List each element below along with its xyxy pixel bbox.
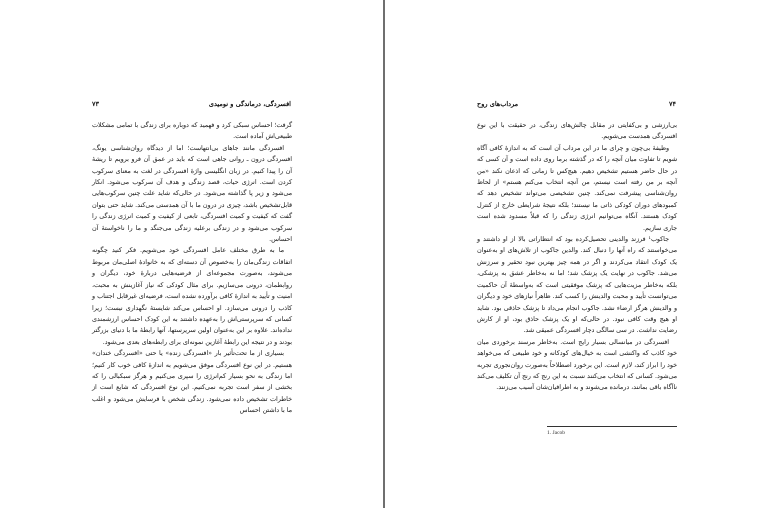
right-running-title: مرداب‌های روح [477, 100, 519, 108]
paragraph: جاکوب¹ فرزند والدینی تحصیل‌کرده بود که انتظاراتی بالا از او داشتند و می‌خواستند که راه آنها را دنبال کند. والدین جاکوب از تلاش‌های او به‌عنوان یک کودک انتقاد می‌کردند و اگر در همه چیز بهترین نبود تحقیر و سرزنش می‌شد. جاکوب در نهایت یک پزشک شد؛ اما نه به‌خاطر عشق به پزشکی، بلکه به‌خاطر مزیت‌هایی که پزشک موفقیتی است که به‌واسطهٔ آن حاکمیت می‌توانست تأیید و محبت والدینش را کسب کند. ظاهراً نیازهای خود و دیگران و والدینش هرگز ارضاء نشد. جاکوب انجام می‌داد تا پزشک حاذقی بود. شاید او هیچ وقت کافی نبود. در حالی‌که او یک پزشک حاذق بود، او از کارش رضایت نداشت. در سی سالگی دچار افسردگی عمیقی شد. [477, 236, 677, 335]
footnote: 1. Jacob [547, 430, 566, 436]
right-page-number: ۷۴ [669, 100, 676, 108]
paragraph: بسیاری از ما تحت‌تأثیر بار «افسردگی زنده» یا حتی «افسردگی خندان» هستیم. در این نوع افسردگی موفق می‌شویم به اندازهٔ کافی خوب کار کنیم؛ اما زندگی به نحو بسیار کم‌انرژی را سپری می‌کنیم و هرگز سبکبالی را که بخشی از سفر است تجربه نمی‌کنیم. این نوع افسردگی که شایع است از خاطرات تشخیص داده نمی‌شود. زندگی شخص با فرسایش می‌شود و اغلب ما با داشتن احساس [92, 350, 292, 415]
left-body-text [92, 120, 292, 417]
paragraph: ما به طرق مختلف عامل افسردگی خود می‌شویم. فکر کنید چگونه اتفاقات زندگی‌مان را به‌خصوص آن دسته‌ای که به خانوادهٔ اصلی‌مان مربوط می‌شوند، به‌صورت مجموعه‌ای از فرضیه‌هایی دربارهٔ خود، دیگران و روابطمان، درونی می‌سازیم. برای مثال کودکی که نیاز آغازینش به محبت، امنیت و تأیید به اندازهٔ کافی برآورده نشده است، فرضیه‌ای غیرقابل اجتناب و کاذب را درونی می‌سازد. او احساس می‌کند شایستهٔ نگهداری نیست؛ زیرا کسانی که سرپرستی‌اش را به‌عهده داشتند به این کودک احساس ارزشمندی نداده‌اند. علاوه بر این به‌عنوان اولین سریرستها، آنها رابطهٔ ما با دنیای بزرگتر بودند و در نتیجه این رابطهٔ آغازین نمونه‌ای برای رابطه‌های بعدی می‌شود. [92, 247, 292, 346]
right-page [385, 0, 768, 508]
right-body-text [477, 120, 677, 394]
left-page [0, 0, 383, 508]
right-running-head [477, 98, 676, 110]
paragraph: گرفت؛ احساس سبکی کرد و فهمید که دوباره برای زندگی با تمامی مشکلات طبیعی‌اش آماده است. [92, 122, 292, 141]
paragraph: افسردگی در میانسالی بسیار رایج است. به‌خاطر مرسند برخوردی میان خود کاذب که واکنشی است به خیال‌های کودکانه و خود طبیعی که می‌خواهد خود را ابراز کند، لازم است. این برخورد اصطلاحاً به‌صورت روان‌نجوری تجربه می‌شود. کسانی که انتخاب می‌کنند نسبت به این رنج که رنج آن تکلیف می‌کند ناآگاه باقی بمانند، درمانده می‌شوند و به اطرافیان‌شان آسیب می‌زنند. [477, 338, 677, 392]
left-running-title: افسردگی، درماندگی و نومیدی [208, 100, 291, 108]
left-page-number: ۷۳ [92, 100, 99, 108]
paragraph: وظیفهٔ بی‌چون و چرای ما در این مرداب آن است که به اندازهٔ کافی آگاه شویم تا تفاوت میان آنچه را که در گذشته برما روی داده است و آن کسی که در حال حاضر هستیم تشخیص دهیم. هیچ‌کس تا زمانی که اذعان نکند «من آنچه بر من رفته است نیستم، من آنچه انتخاب می‌کنم هستم» از لحاظ روان‌شناسی پیشرفت نمی‌کند. چنین تشخیصی می‌تواند تشخیص دهد که کمبودهای دوران کودکی ذاتی ما نیستند؛ بلکه نتیجهٔ شرایطی خارج از کنترل کودک هستند. آنگاه می‌توانیم انرژی زندگی را که قبلاً مسدود شده است جاری سازیم. [477, 144, 677, 232]
paragraph: افسردگی مانند جاهای بی‌انتهاست؛ اما از دیدگاه روان‌شناسی یونگ، افسردگی درون ـ روانی جاهی است که باید در عمق آن فرو برویم تا ریشهٔ آن را پیدا کنیم. در زبان انگلیسی واژهٔ افسردگی در لغت به معنای سرکوب کردن است. انرژی حیات، قصد زندگی و هدف آن سرکوب می‌شود. انکار می‌شود و زیر پا گذاشته می‌شود. در حالی‌که شاید علت چنین سرکوب‌هایی قابل‌تشخیص باشد، چیزی در درون ما با آن همدستی می‌کند. شاید حتی بتوان گفت که کیفیت و کمیت افسردگی، تابعی از کیفیت و کمیت انرژی زندگی را سرکوب می‌شود و در زندگی برعلیه زندگی می‌جنگد و ما را ناخواستهٔ آن احساس. [92, 144, 292, 244]
footnote-divider [547, 426, 677, 427]
left-running-head [92, 98, 291, 110]
paragraph: بی‌ارزشی و بی‌کفایتی در مقابل چالش‌های زندگی، در حقیقت با این نوع افسردگی همدست می‌شویم. [477, 122, 677, 141]
